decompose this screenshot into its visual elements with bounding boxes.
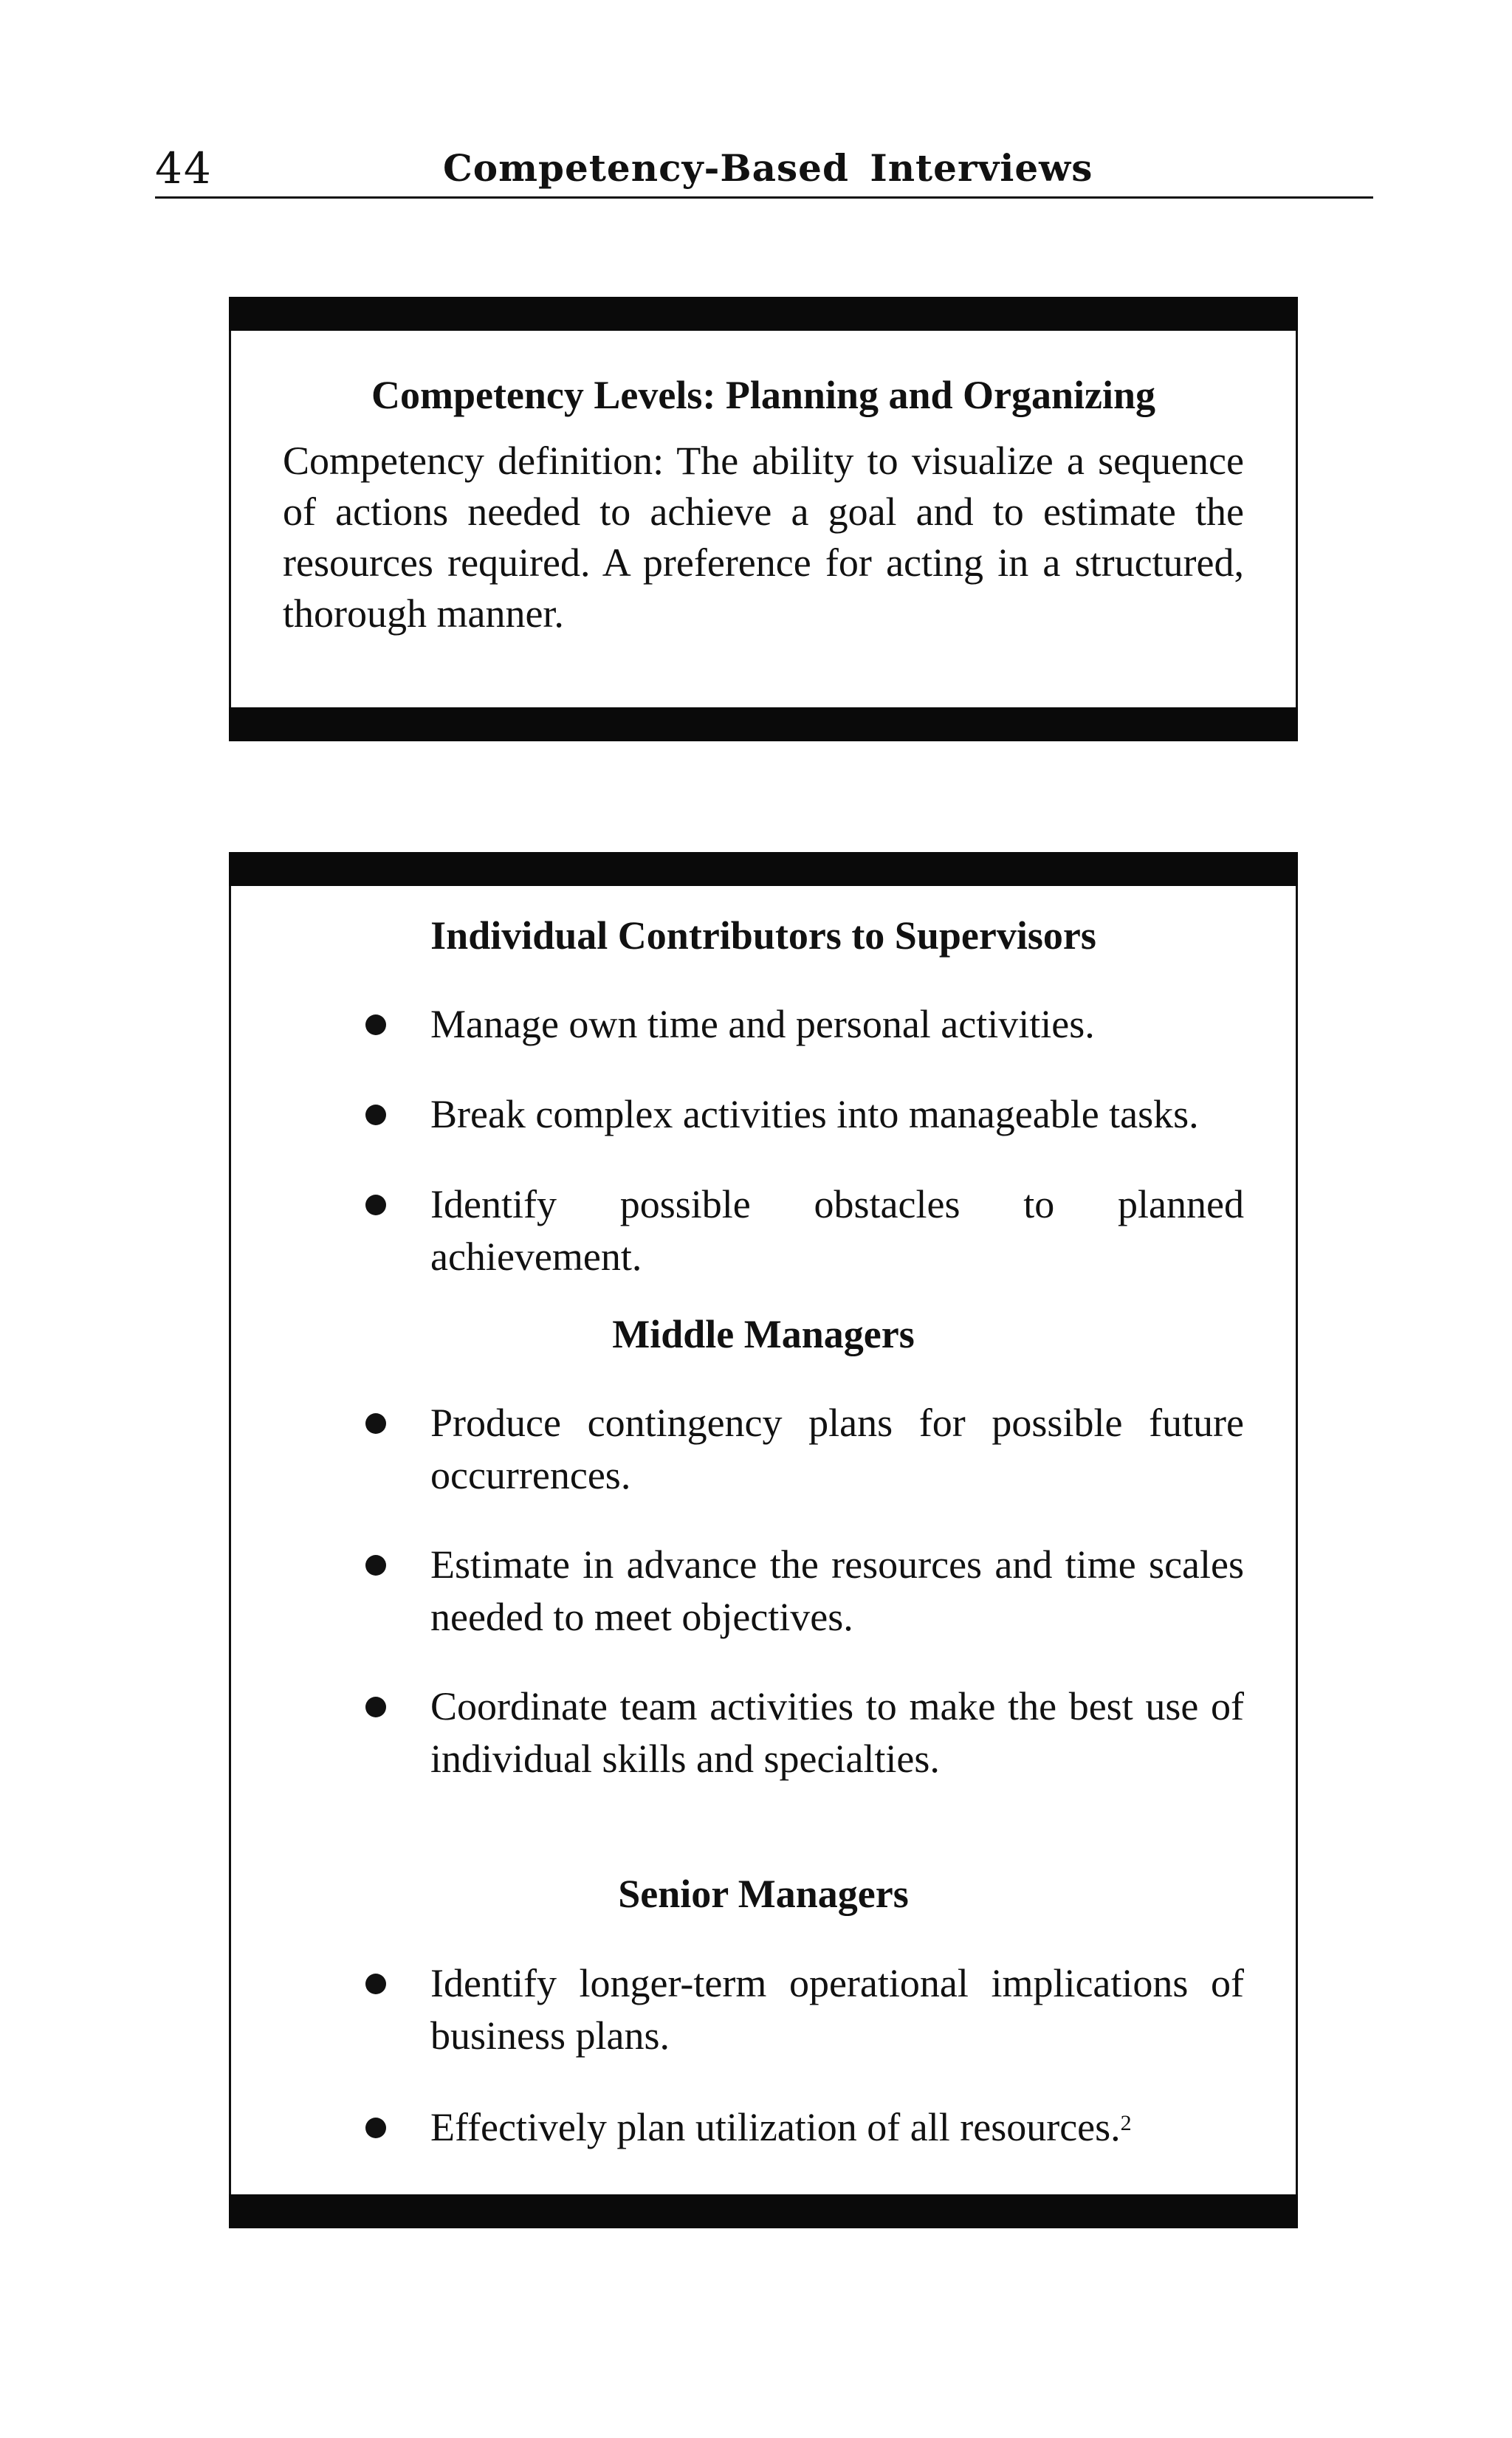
list-item-text: Produce contingency plans for possible future occurrences. (430, 1401, 1244, 1497)
section-title-individual-contributors: Individual Contributors to Supervisors (430, 913, 1096, 958)
list-item (430, 1397, 1244, 1502)
list-item-text: Manage own time and personal activities. (430, 1002, 1095, 1046)
definition-box-title: Competency Levels: Planning and Organizing (371, 373, 1156, 417)
list-item-text: Effectively plan utilization of all resources. (430, 2105, 1121, 2149)
running-title: Competency-Based Interviews (443, 146, 1093, 190)
section-title-senior-managers: Senior Managers (618, 1872, 909, 1916)
bullet-icon (365, 1105, 386, 1125)
list-item (430, 1539, 1244, 1644)
list-item-text: Identify longer-term operational implications of business plans. (430, 1961, 1244, 2058)
bullet-icon (365, 1555, 386, 1576)
list-item-text: Identify possible obstacles to planned achievement. (430, 1182, 1244, 1279)
footnote-marker: 2 (1120, 2111, 1132, 2135)
list-item (430, 1957, 1244, 2062)
list-item-text: Estimate in advance the resources and time scales needed to meet objectives. (430, 1542, 1244, 1639)
box-top-bar (229, 297, 1298, 331)
list-item-text: Coordinate team activities to make the best use of individual skills and specialties. (430, 1684, 1244, 1781)
bullet-icon (365, 1195, 386, 1215)
bullet-icon (365, 1974, 386, 1994)
list-item (430, 1680, 1244, 1785)
list-item-text: Break complex activities into manageable tasks. (430, 1092, 1199, 1136)
box-bottom-bar (229, 2194, 1298, 2228)
definition-box (229, 297, 1298, 741)
box-bottom-bar (229, 707, 1298, 741)
box-top-bar (229, 852, 1298, 886)
competency-levels-box (229, 852, 1298, 2228)
list-item (430, 1178, 1244, 1283)
list-item (430, 1088, 1244, 1141)
page-header (155, 140, 1373, 199)
page-number: 44 (155, 143, 213, 193)
competency-definition: Competency definition: The ability to visualize a sequence of actions needed to achieve a goal and to estimate the resources required. A preference for acting in a structured, thorough manner. (283, 439, 1244, 636)
list-item (430, 2101, 1244, 2154)
bullet-icon (365, 1697, 386, 1717)
list-item (430, 998, 1244, 1051)
bullet-icon (365, 1014, 386, 1035)
section-title-middle-managers: Middle Managers (612, 1312, 915, 1356)
bullet-icon (365, 2118, 386, 2138)
bullet-icon (365, 1413, 386, 1434)
